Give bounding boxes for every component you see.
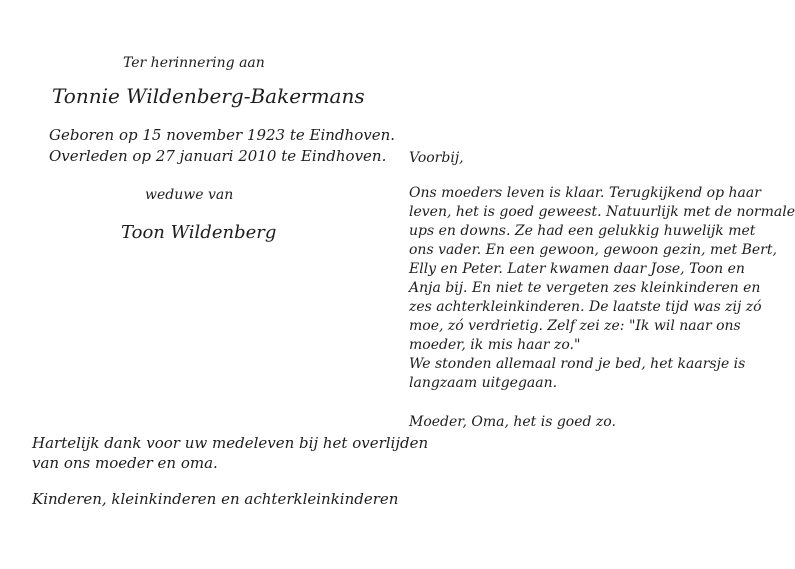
poem-line: Ons moeders leven is klaar. Terugkijkend op haar: [409, 185, 761, 201]
deceased-name: Tonnie Wildenberg-Bakermans: [52, 84, 365, 108]
thanks-line-2: van ons moeder en oma.: [32, 454, 218, 472]
poem-line: ups en downs. Ze had een gelukkig huwelijk met: [409, 223, 756, 239]
poem-line: langzaam uitgegaan.: [409, 375, 558, 391]
spouse-name: Toon Wildenberg: [121, 222, 277, 243]
poem-line: Elly en Peter. Later kwamen daar Jose, Toon en: [409, 261, 745, 277]
birth-line: Geboren op 15 november 1923 te Eindhoven.: [49, 126, 396, 144]
widow-of-label: weduwe van: [145, 187, 234, 203]
death-line: Overleden op 27 januari 2010 te Eindhoven.: [49, 147, 387, 165]
poem-line: leven, het is goed geweest. Natuurlijk met de normale: [409, 204, 795, 220]
poem-line: ons vader. En een gewoon, gewoon gezin, met Bert,: [409, 242, 777, 258]
poem-line: zes achterkleinkinderen. De laatste tijd was zij zó: [409, 299, 762, 315]
poem-line: Anja bij. En niet te vergeten zes kleinkinderen en: [409, 280, 761, 296]
family-signature: Kinderen, kleinkinderen en achterkleinkinderen: [32, 490, 399, 508]
poem-line: moeder, ik mis haar zo.": [409, 337, 581, 353]
thanks-line-1: Hartelijk dank voor uw medeleven bij het overlijden: [32, 434, 429, 452]
poem-closing: Moeder, Oma, het is goed zo.: [409, 414, 616, 430]
poem-line: moe, zó verdrietig. Zelf zei ze: "Ik wil naar ons: [409, 318, 741, 334]
in-memory-heading: Ter herinnering aan: [123, 55, 265, 71]
poem-salutation: Voorbij,: [409, 150, 464, 166]
poem-line: We stonden allemaal rond je bed, het kaarsje is: [409, 356, 746, 372]
